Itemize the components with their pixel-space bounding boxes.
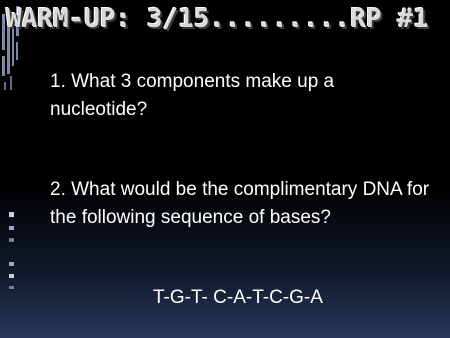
deco-bar bbox=[16, 42, 18, 60]
question-2: 2. What would be the complimentary DNA for the following sequence of bases? bbox=[50, 179, 430, 228]
deco-bar bbox=[10, 76, 12, 90]
dna-sequence: T-G-T- C-A-T-C-G-A bbox=[153, 287, 323, 308]
deco-square bbox=[9, 238, 14, 242]
deco-square bbox=[9, 226, 14, 230]
slide-title: WARM-UP: 3/15.........RP #1 bbox=[6, 4, 429, 34]
deco-square bbox=[9, 274, 14, 278]
question-1: 1. What 3 components make up a nucleotide? bbox=[50, 71, 335, 120]
deco-square bbox=[9, 286, 14, 289]
deco-bar bbox=[2, 14, 5, 50]
deco-square bbox=[9, 262, 14, 266]
deco-bar bbox=[2, 56, 5, 76]
deco-square bbox=[9, 212, 14, 217]
decorative-side-bars bbox=[0, 0, 48, 338]
deco-bar bbox=[4, 82, 6, 90]
